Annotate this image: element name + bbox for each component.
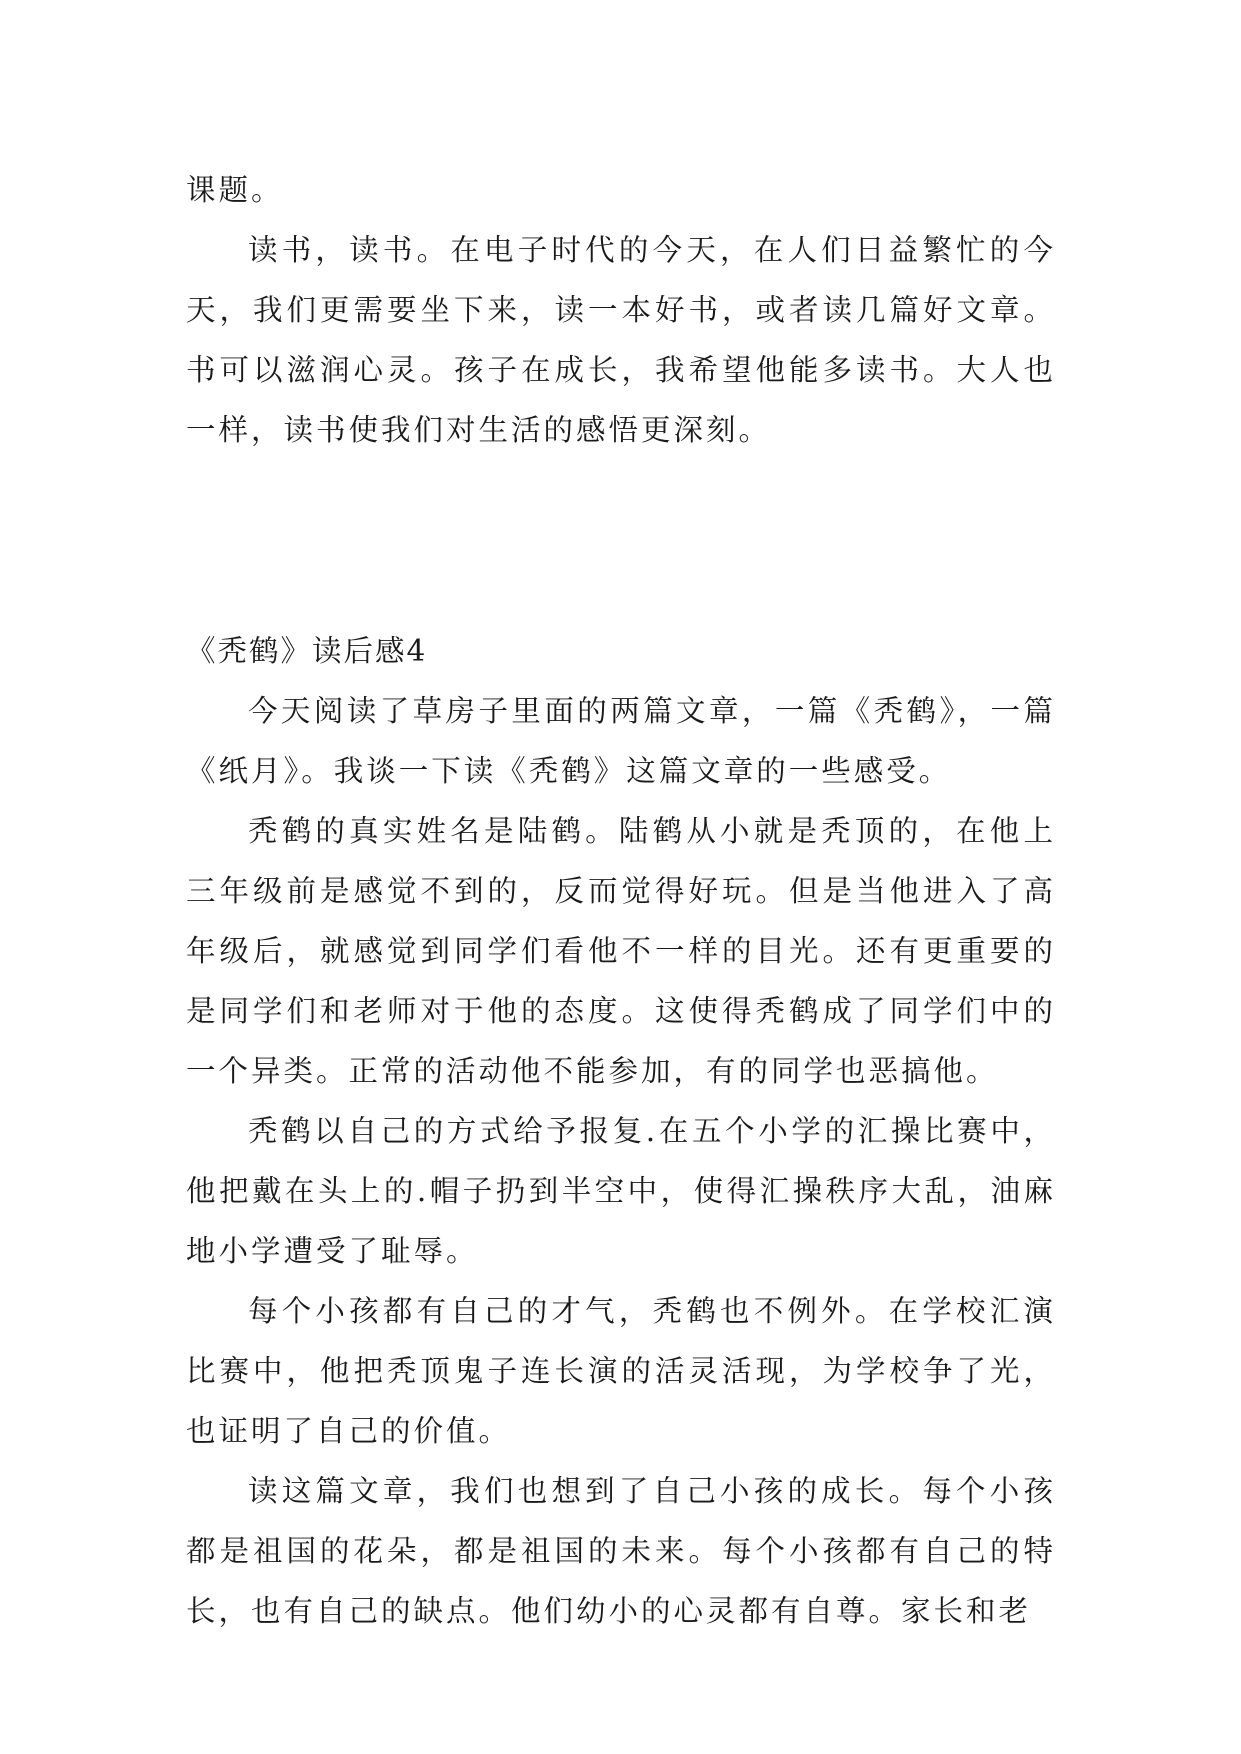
paragraph-4: 每个小孩都有自己的才气，秃鹤也不例外。在学校汇演比赛中，他把秃顶鬼子连长演的活灵活现，为学校争了光，也证明了自己的价值。 xyxy=(186,1294,1056,1448)
section-title: 《秃鹤》读后感4 xyxy=(186,634,428,668)
section-gap xyxy=(186,460,1056,621)
paragraph-5: 读这篇文章，我们也想到了自己小孩的成长。每个小孩都是祖国的花朵，都是祖国的未来。每个小孩都有自己的特长，也有自己的缺点。他们幼小的心灵都有自尊。家长和老 xyxy=(186,1474,1056,1628)
document-body xyxy=(186,160,1056,1641)
intro-paragraph: 读书，读书。在电子时代的今天，在人们日益繁忙的今天，我们更需要坐下来，读一本好书，或者读几篇好文章。书可以滋润心灵。孩子在成长，我希望他能多读书。大人也一样，读书使我们对生活的感悟更深刻。 xyxy=(186,233,1056,447)
continuation-line: 课题。 xyxy=(186,173,284,207)
paragraph-3: 秃鹤以自己的方式给予报复.在五个小学的汇操比赛中，他把戴在头上的.帽子扔到半空中，使得汇操秩序大乱，油麻地小学遭受了耻辱。 xyxy=(186,1114,1056,1268)
paragraph-2: 秃鹤的真实姓名是陆鹤。陆鹤从小就是秃顶的，在他上三年级前是感觉不到的，反而觉得好玩。但是当他进入了高年级后，就感觉到同学们看他不一样的目光。还有更重要的是同学们和老师对于他的态度。这使得秃鹤成了同学们中的一个异类。正常的活动他不能参加，有的同学也恶搞他。 xyxy=(186,814,1056,1088)
paragraph-1: 今天阅读了草房子里面的两篇文章，一篇《秃鹤》，一篇《纸月》。我谈一下读《秃鹤》这篇文章的一些感受。 xyxy=(186,694,1056,788)
